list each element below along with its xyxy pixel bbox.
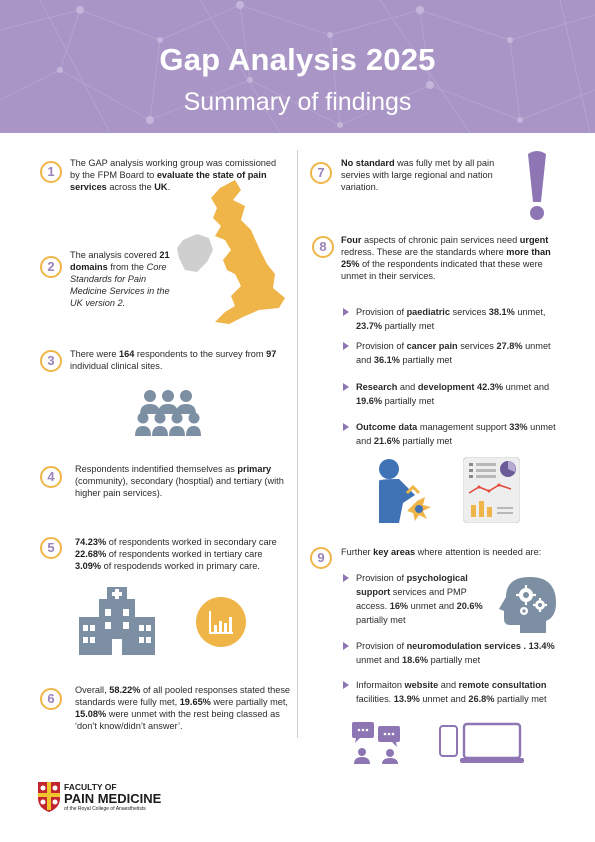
bullet-neuromodulation: Provision of neuromodulation services . 13.4% unmet and 18.6% partially met xyxy=(356,639,566,667)
uk-map-icon xyxy=(175,178,290,328)
finding-number-6: 6 xyxy=(40,688,62,710)
finding-number-3: 3 xyxy=(40,350,62,372)
finding-text-3: There were 164 respondents to the survey from 97 individual clinical sites. xyxy=(70,349,277,371)
finding-number-8: 8 xyxy=(312,236,334,258)
page-subtitle: Summary of findings xyxy=(183,88,412,116)
footer-line1: FACULTY OF xyxy=(64,782,117,792)
faculty-wordmark xyxy=(64,782,161,813)
finding-text-1: The GAP analysis working group was comissioned by the FPM Board to evaluate the state of pain services across the UK. xyxy=(70,158,277,192)
bullet-outcome-data: Outcome data management support 33% unmet and 21.6% partially met xyxy=(356,420,566,448)
bullet-website-remote: Informaiton website and remote consultation facilities. 13.9% unmet and 26.8% partially met xyxy=(356,678,566,706)
finding-text-6: Overall, 58.22% of all pooled responses stated these standards were fully met, 19.65% were partially met, 15.08% were unmet with the rest being classed as ‘don’t know/didn’t answer’. xyxy=(75,685,291,731)
footer-line3: of the Royal College of Anaesthetists xyxy=(64,806,146,812)
bar-chart-icon xyxy=(196,597,246,647)
chat-devices-icon xyxy=(352,722,524,764)
finding-text-8: Four aspects of chronic pain services need urgent redress. These are the standards where more than 25% of the respondents indicated that these were unmet in their services. xyxy=(341,235,551,281)
bullet-psychological-support: Provision of psychological support services and PMP access. 16% unmet and 20.6% partially met xyxy=(356,571,498,627)
finding-text-5: 74.23% of respondents worked in secondary care 22.68% of respondents worked in tertiary care 3.09% of respodends worked in primary care. xyxy=(75,537,277,571)
people-group-icon xyxy=(135,388,201,438)
finding-text-2: The analysis covered 21 domains from the Core Standards for Pain Medicine Services in the UK version 2. xyxy=(70,250,170,308)
bullet-cancer-pain: Provision of cancer pain services 27.8% unmet and 36.1% partially met xyxy=(356,339,566,367)
bullet-research: Research and development 42.3% unmet and 19.6% partially met xyxy=(356,380,566,408)
report-dashboard-icon xyxy=(463,457,520,523)
finding-number-9: 9 xyxy=(310,547,332,569)
finding-number-5: 5 xyxy=(40,537,62,559)
header-banner xyxy=(0,0,595,133)
finding-text-7: No standard was fully met by all pain servies with large regional and nation variation. xyxy=(341,158,495,192)
finding-number-4: 4 xyxy=(40,466,62,488)
page-title: Gap Analysis 2025 xyxy=(159,42,436,77)
head-gears-icon xyxy=(498,575,558,633)
exclamation-icon xyxy=(526,150,548,222)
finding-number-1: 1 xyxy=(40,161,62,183)
finding-text-4: Respondents indentified themselves as primary (community), secondary (hosptial) and tertiary (with higher pain services). xyxy=(75,464,284,498)
footer-line2: PAIN MEDICINE xyxy=(64,791,162,806)
back-pain-icon xyxy=(373,457,439,523)
finding-number-7: 7 xyxy=(310,162,332,184)
hospital-icon xyxy=(77,587,157,655)
finding-text-9: Further key areas where attention is needed are: xyxy=(341,547,542,557)
finding-number-2: 2 xyxy=(40,256,62,278)
bullet-paediatric: Provision of paediatric services 38.1% unmet, 23.7% partially met xyxy=(356,305,566,333)
column-divider xyxy=(297,150,298,738)
faculty-crest-logo xyxy=(38,782,60,812)
